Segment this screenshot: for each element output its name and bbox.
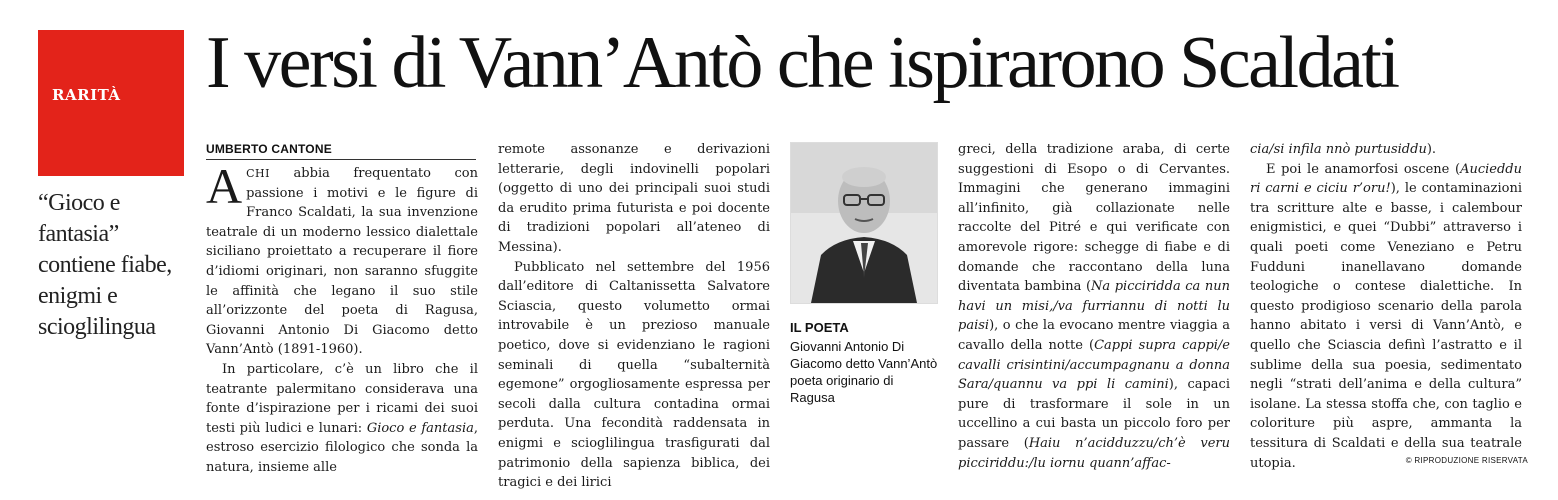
photo-caption: Giovanni Antonio Di Giacomo detto Vann’Antò poeta originario di Ragusa xyxy=(790,339,938,405)
verse-quote: Aucieddu ri carni e ciciu r’oru! xyxy=(1250,161,1522,197)
paragraph: Pubblicato nel settembre del 1956 dall’editore di Caltanissetta Salvatore Sciascia, questo volumetto ormai introvabile è un prezioso manuale poetico, dove si evidenziano le ragioni seminali di quella “subalternità egemone” orgogliosamente espressa per secoli dalla cultura contadina ormai perduta. Una fecondità raddensata in enigmi e scioglilingua trasfigurati dal patrimonio della sapienza biblica, dei tragici e dei lirici xyxy=(498,259,770,491)
paragraph xyxy=(206,158,478,360)
article-column-2 xyxy=(498,140,770,493)
paragraph: remote assonanze e derivazioni letterarie, degli indovinelli popolari (oggetto di uno dei principali suoi studi da erudito prima futurista e poi docente di tradizioni popolari all’ateneo di Messina). xyxy=(498,142,770,255)
paragraph-text: E poi le anamorfosi oscene ( xyxy=(1266,161,1461,177)
book-title: Gioco e fantasia xyxy=(366,420,474,436)
paragraph-text: ), capaci pure di trasformare il sole in un uccellino a cui basta un piccolo foro per passare ( xyxy=(958,377,1230,451)
paragraph-text: abbia frequentato con passione i motivi e le figure di Franco Scaldati, la sua invenzione teatrale di un moderno lessico dialettale siciliano proiettato a recuperare il fiore d’idiomi originari, non saranno sfuggite le affinità che legano il suo stile all’orizzonte del poeta di Ragusa, Giovanni Antonio Di Giacomo detto Vann’Antò (1891-1960). xyxy=(206,166,478,358)
paragraph-text: greci, della tradizione araba, di certe suggestioni di Esopo o di Cervantes. Immagini che generano immagini all’infinito, già collazionate nelle raccolte del Pitré e qui verificate con amorevole rigore: schegge di fiabe e di domande che raccontano della luna diventata bambina ( xyxy=(958,142,1230,295)
pull-quote: “Gioco e fantasia” contiene fiabe, enigmi e scioglilingua xyxy=(38,190,172,340)
article-column-3 xyxy=(958,140,1230,473)
verse-quote: Na picciridda ca nun havi un misi,/va furriannu di notti lu paisi xyxy=(958,279,1230,334)
copyright-notice: © RIPRODUZIONE RISERVATA xyxy=(1405,456,1528,465)
paragraph-text: ). xyxy=(1426,142,1437,157)
paragraph xyxy=(206,360,478,478)
lead-in: CHI xyxy=(246,167,270,180)
paragraph-text: ), o che la evocano mentre viaggia a cavallo della notte ( xyxy=(958,318,1230,353)
paragraph xyxy=(1250,140,1522,160)
verse-quote: Cappi supra cappi/e cavalli crisintini/accumpagnanu a donna Sara/quannu va ppi li camini xyxy=(958,337,1230,393)
verse-quote: cia/si infila nnò purtusiddu xyxy=(1250,142,1427,157)
paragraph xyxy=(958,140,1230,473)
article-column-4 xyxy=(1250,140,1522,473)
paragraph-text: In particolare, c’è un libro che il teatrante palermitano considerava una fonte d’ispirazione per i ricami dei suoi testi più ludici e lunari: xyxy=(206,361,478,436)
article-column-1 xyxy=(206,158,478,478)
caption-title: IL POETA xyxy=(790,320,849,335)
paragraph-text: ), le contaminazioni tra scritture alte e basse, i calembour enigmistici, e quei “Dubbi” attraverso i quali poeti come Veneziano e Petru Fudduni inanellavano domande teologiche o contese dialettiche. In questo prodigioso scenario della parola hanno abitato i versi di Vann’Antò, e quello che Sciascia definì l’astratto e il sublime della sua poesia, sedimentato negli “strati dell’anima e della cultura” isolane. La stessa stoffa che, con taglio e coloriture più aspre, ammanta la tessitura di Scaldati e della sua teatrale utopia. xyxy=(1250,181,1522,471)
paragraph xyxy=(1250,160,1522,474)
rubric-badge xyxy=(38,30,184,176)
headline: I versi di Vann’Antò che ispirarono Scaldati xyxy=(206,22,1398,104)
rubric-label: RARITÀ xyxy=(52,86,121,104)
byline: UMBERTO CANTONE xyxy=(206,142,476,160)
portrait-image xyxy=(791,143,937,303)
drop-cap: A xyxy=(206,158,243,214)
paragraph-text: , estroso esercizio filologico che sonda la natura, insieme alle xyxy=(206,420,478,475)
poet-photo xyxy=(790,142,938,304)
verse-quote: Haiu n’acidduzzu/ch’è veru picciriddu:/lu iornu quann’affac- xyxy=(958,435,1231,471)
